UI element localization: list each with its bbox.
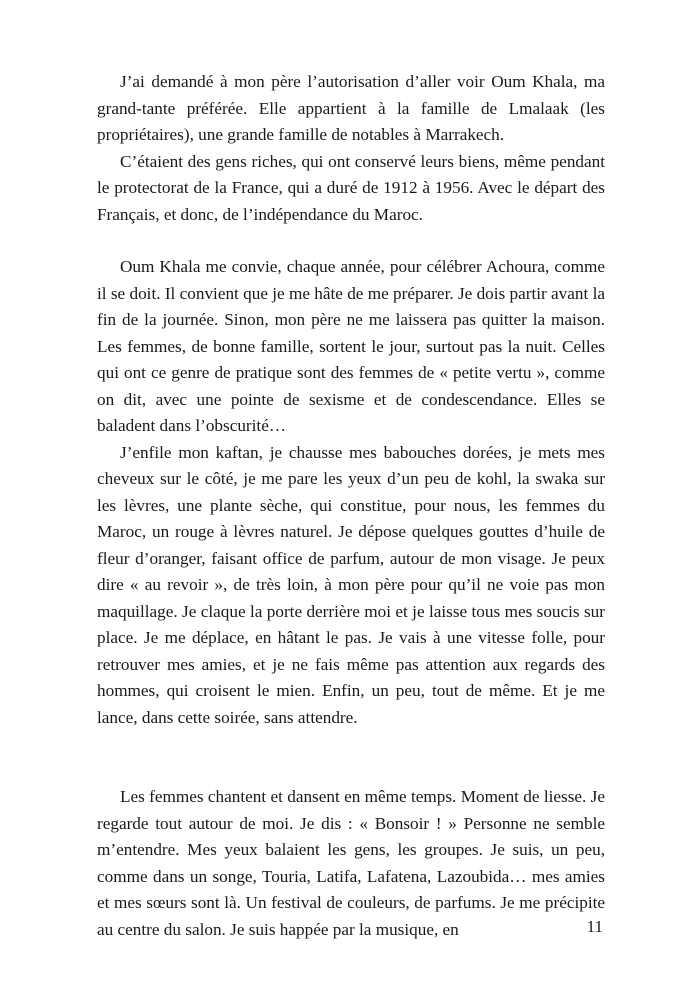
page-number: 11 [586, 917, 603, 936]
section-break [97, 731, 605, 784]
paragraph-5: Les femmes chantent et dansent en même temps. Moment de liesse. Je regarde tout autour de moi. Je dis : « Bonsoir ! » Personne ne semble m’entendre. Mes yeux balaient les gens, les groupes. Je suis, un peu, comme dans un songe, Touria, Latifa, Lafatena, Lazoubida… mes amies et mes sœurs sont là. Un festival de couleurs, de parfums. Je me précipite au centre du salon. Je suis happée par la musique, en [97, 787, 605, 939]
paragraph-1: J’ai demandé à mon père l’autorisation d’aller voir Oum Khala, ma grand-tante préférée. Elle appartient à la famille de Lmalaak (les propriétaires), une grande famille de notables à Marrakech. [97, 72, 605, 144]
section-break [97, 228, 605, 254]
paragraph-4: J’enfile mon kaftan, je chausse mes babouches dorées, je mets mes cheveux sur le côté, je me pare les yeux d’un peu de kohl, la swaka sur les lèvres, une plante sèche, qui constitue, pour nous, les femmes du Maroc, un rouge à lèvres naturel. Je dépose quelques gouttes d’huile de fleur d’oranger, faisant office de parfum, autour de mon visage. Je peux dire « au revoir », de très loin, à mon père pour qu’il ne voie pas mon maquillage. Je claque la porte derrière moi et je laisse tous mes soucis sur place. Je me déplace, en hâtant le pas. Je vais à une vitesse folle, pour retrouver mes amies, et je ne fais même pas attention aux regards des hommes, qui croisent le mien. Enfin, un peu, tout de même. Et je me lance, dans cette soirée, sans attendre. [97, 442, 605, 727]
paragraph-2: C’étaient des gens riches, qui ont conservé leurs biens, même pendant le protectorat de la France, qui a duré de 1912 à 1956. Avec le départ des Français, et donc, de l’indépendance du Maroc. [97, 151, 605, 224]
paragraph-3: Oum Khala me convie, chaque année, pour célébrer Achoura, comme il se doit. Il convient que je me hâte de me préparer. Je dois partir avant la fin de la journée. Sinon, mon père ne me laissera pas quitter la maison. Les femmes, de bonne famille, sortent le jour, surtout pas la nuit. Celles qui ont ce genre de pratique sont des femmes de « petite vertu », comme on dit, avec une pointe de sexisme et de condescendance. Elles se baladent dans l’obscurité… [97, 257, 605, 435]
page-body [97, 69, 605, 943]
